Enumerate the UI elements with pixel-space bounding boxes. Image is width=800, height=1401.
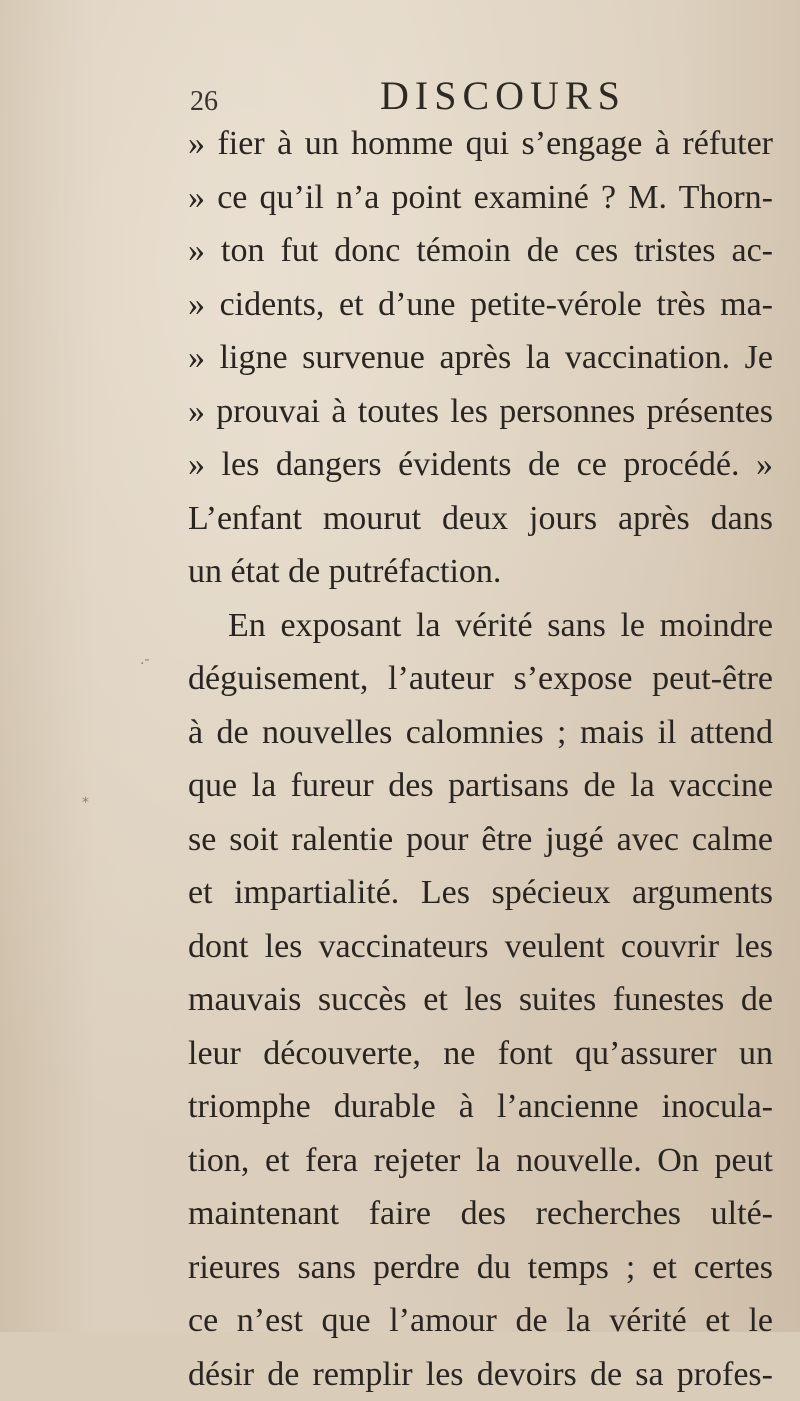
text-line: que la fureur des partisans de la vaccine xyxy=(188,759,773,813)
text-line: et impartialité. Les spécieux arguments xyxy=(188,866,773,920)
margin-speck: * xyxy=(82,795,89,811)
page-header xyxy=(190,72,750,122)
text-line: maintenant faire des recherches ulté- xyxy=(188,1187,773,1241)
text-line: » ton fut donc témoin de ces tristes ac- xyxy=(188,224,773,278)
running-title: DISCOURS xyxy=(380,72,626,119)
text-line-paragraph-start: En exposant la vérité sans le moindre xyxy=(188,599,773,653)
text-line: » les dangers évidents de ce procédé. » xyxy=(188,438,773,492)
text-line: » ligne survenue après la vaccination. Je xyxy=(188,331,773,385)
body-text xyxy=(188,117,773,1401)
text-line: désir de remplir les devoirs de sa profes- xyxy=(188,1348,773,1401)
text-line: tion, et fera rejeter la nouvelle. On peut xyxy=(188,1134,773,1188)
text-line: » fier à un homme qui s’engage à réfuter xyxy=(188,117,773,171)
text-line: » prouvai à toutes les personnes présentes xyxy=(188,385,773,439)
text-line: mauvais succès et les suites funestes de xyxy=(188,973,773,1027)
text-line: ce n’est que l’amour de la vérité et le xyxy=(188,1294,773,1348)
text-line: » ce qu’il n’a point examiné ? M. Thorn- xyxy=(188,171,773,225)
text-line: L’enfant mourut deux jours après dans xyxy=(188,492,773,546)
text-line: » cidents, et d’une petite-vérole très ma- xyxy=(188,278,773,332)
text-line: dont les vaccinateurs veulent couvrir les xyxy=(188,920,773,974)
text-line: à de nouvelles calomnies ; mais il attend xyxy=(188,706,773,760)
margin-speck: .- xyxy=(140,652,150,668)
text-line: déguisement, l’auteur s’expose peut-être xyxy=(188,652,773,706)
page-number: 26 xyxy=(190,86,218,118)
text-line: se soit ralentie pour être jugé avec calme xyxy=(188,813,773,867)
text-line-paragraph-end: un état de putréfaction. xyxy=(188,545,773,599)
text-line: triomphe durable à l’ancienne inocula- xyxy=(188,1080,773,1134)
text-line: leur découverte, ne font qu’assurer un xyxy=(188,1027,773,1081)
text-line: rieures sans perdre du temps ; et certes xyxy=(188,1241,773,1295)
